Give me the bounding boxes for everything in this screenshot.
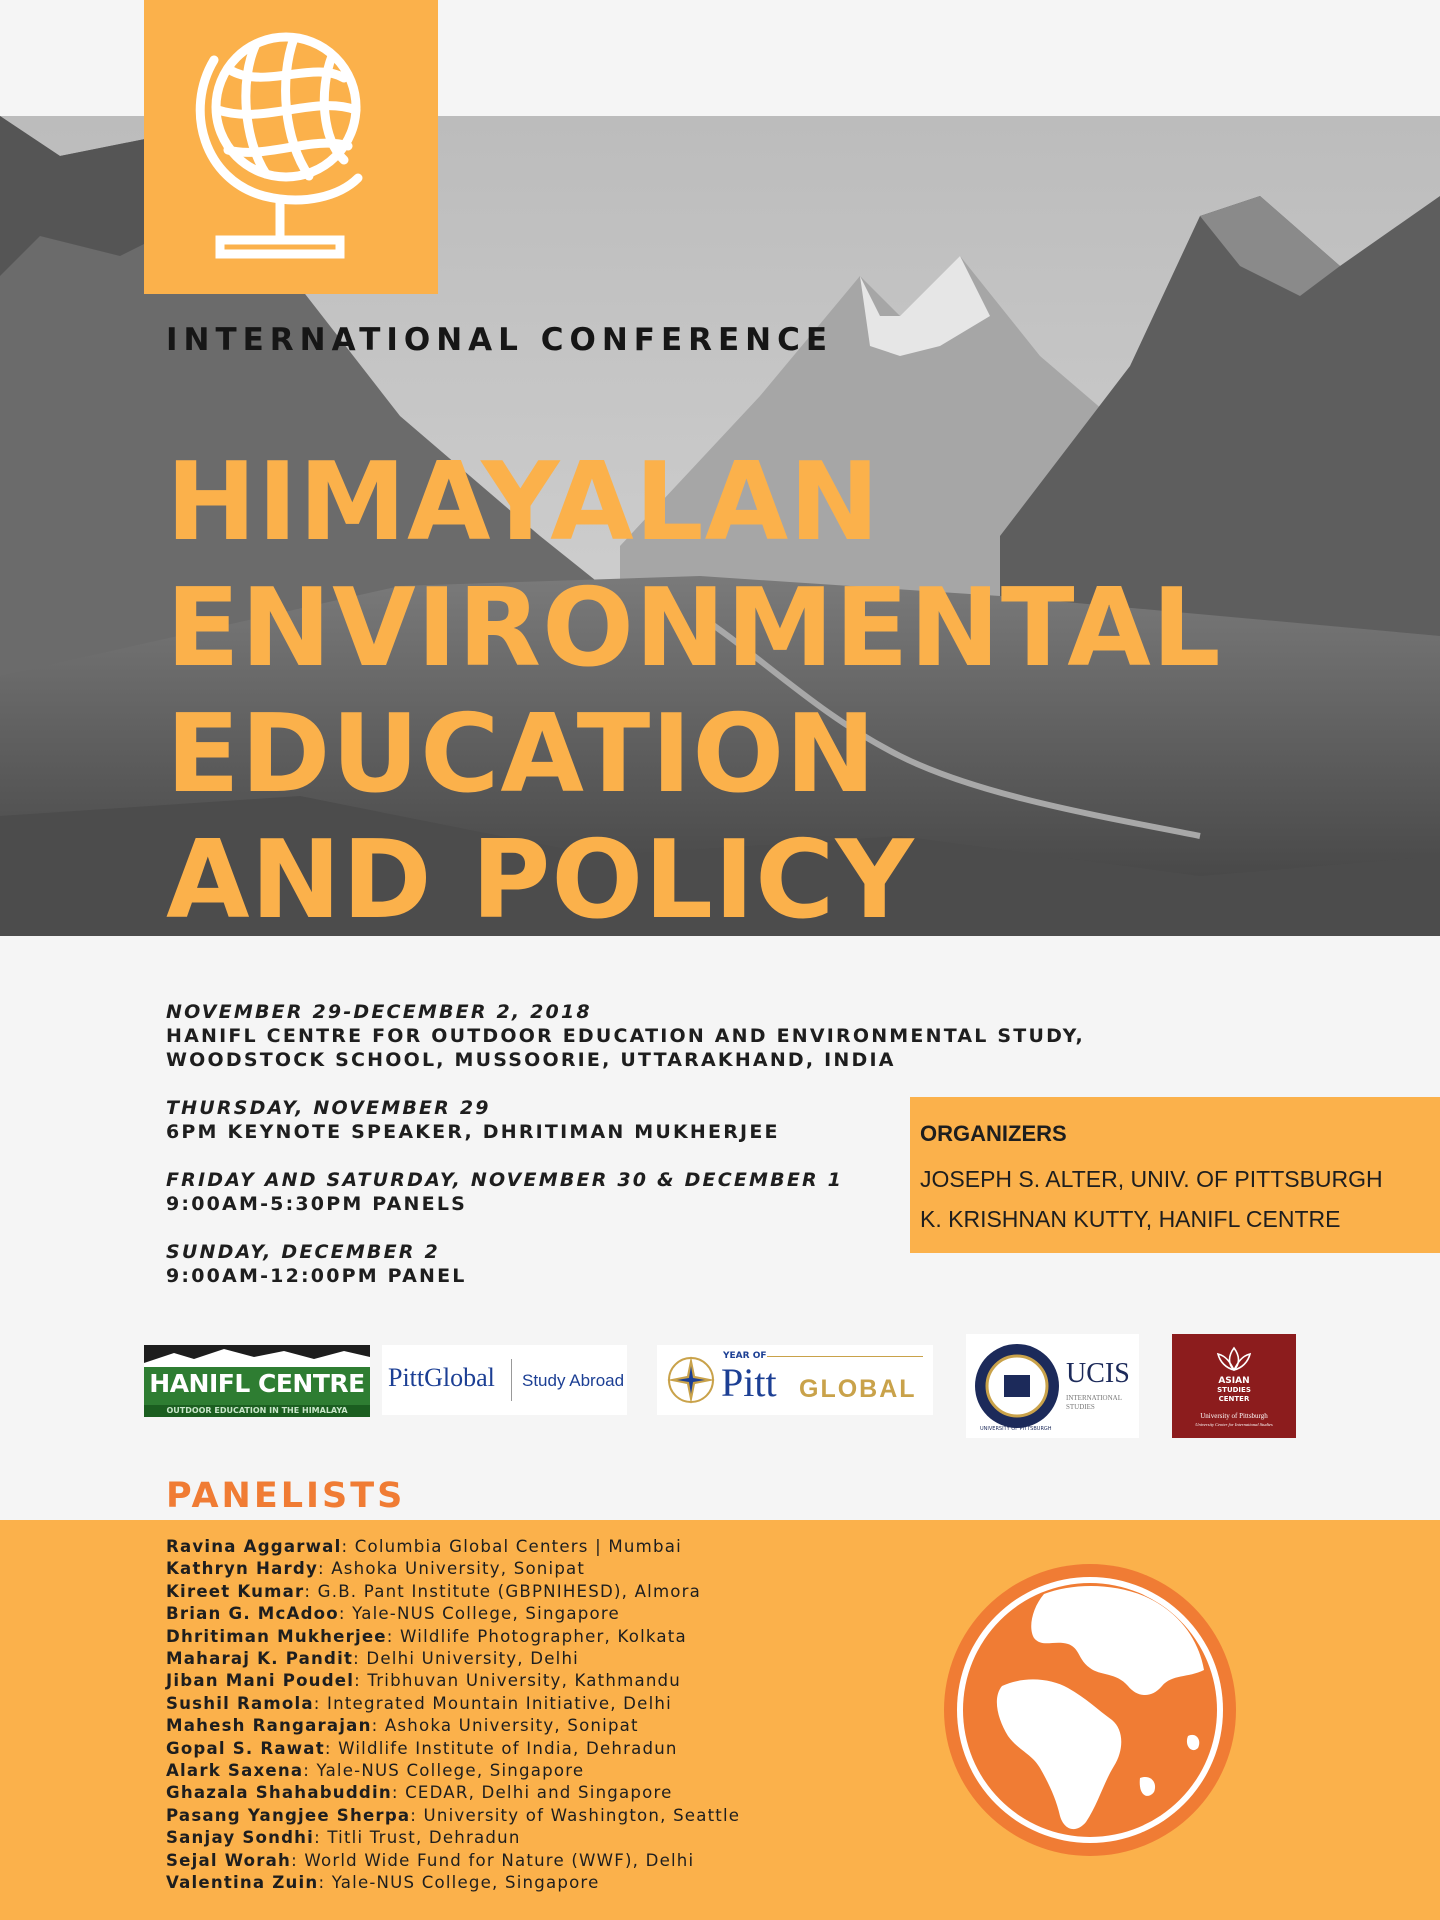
panelist-affiliation: : Tribhuvan University, Kathmandu bbox=[354, 1671, 682, 1691]
schedule-detail: 9:00AM-12:00PM PANEL bbox=[166, 1265, 467, 1287]
panelist-affiliation: : Delhi University, Delhi bbox=[353, 1649, 579, 1669]
list-item bbox=[166, 1581, 926, 1603]
year-of-global: GLOBAL bbox=[799, 1375, 917, 1403]
panelist-affiliation: : University of Washington, Seattle bbox=[410, 1805, 741, 1825]
list-item bbox=[166, 1738, 926, 1760]
panelists-heading: PANELISTS bbox=[166, 1476, 406, 1516]
study-abroad-label: Study Abroad bbox=[522, 1371, 625, 1390]
panelist-list bbox=[166, 1536, 926, 1895]
list-item bbox=[166, 1782, 926, 1804]
title-line: HIMAYALAN bbox=[166, 440, 881, 565]
schedule-detail: WOODSTOCK SCHOOL, MUSSOORIE, UTTARAKHAND, INDIA bbox=[166, 1049, 896, 1071]
panelist-affiliation: : World Wide Fund for Nature (WWF), Delhi bbox=[291, 1850, 695, 1870]
asian-org: University of Pittsburgh bbox=[1200, 1412, 1268, 1420]
panelist-name: Sejal Worah bbox=[166, 1850, 292, 1870]
panelist-affiliation: : Yale-NUS College, Singapore bbox=[303, 1761, 585, 1781]
ucis-subtitle: STUDIES bbox=[1066, 1403, 1095, 1411]
schedule-block bbox=[166, 1168, 1086, 1216]
year-of-pitt: Pitt bbox=[721, 1360, 777, 1405]
asian-line: STUDIES bbox=[1217, 1386, 1251, 1394]
ucis-seal-text: UNIVERSITY OF PITTSBURGH bbox=[980, 1426, 1052, 1432]
asian-line: CENTER bbox=[1218, 1395, 1250, 1403]
badge-square bbox=[144, 0, 438, 294]
schedule-detail: 6PM KEYNOTE SPEAKER, DHRITIMAN MUKHERJEE bbox=[166, 1121, 780, 1143]
lotus-icon bbox=[1214, 1344, 1254, 1374]
schedule-block bbox=[166, 1000, 1086, 1072]
schedule-block bbox=[166, 1096, 1086, 1144]
panelist-name: Brian G. McAdoo bbox=[166, 1604, 339, 1624]
asian-studies-center-logo bbox=[1172, 1334, 1296, 1438]
organizer-name: JOSEPH S. ALTER, UNIV. OF PITTSBURGH bbox=[920, 1166, 1383, 1192]
panelist-name: Dhritiman Mukherjee bbox=[166, 1626, 387, 1646]
schedule-date: SUNDAY, DECEMBER 2 bbox=[166, 1241, 440, 1263]
panelist-name: Sanjay Sondhi bbox=[166, 1828, 315, 1848]
hanifl-logo-name: HANIFL CENTRE bbox=[149, 1369, 365, 1398]
schedule-date: THURSDAY, NOVEMBER 29 bbox=[166, 1097, 491, 1119]
compass-rose-icon bbox=[661, 1350, 721, 1410]
title-line: AND POLICY bbox=[166, 818, 915, 943]
logo-rule bbox=[767, 1356, 923, 1357]
list-item bbox=[166, 1558, 926, 1580]
ucis-subtitle: INTERNATIONAL bbox=[1066, 1394, 1122, 1402]
panelist-name: Mahesh Rangarajan bbox=[166, 1716, 372, 1736]
ucis-logo bbox=[966, 1334, 1139, 1438]
panelist-affiliation: : Yale-NUS College, Singapore bbox=[338, 1604, 620, 1624]
logo-divider bbox=[511, 1359, 512, 1401]
panelist-affiliation: : Ashoka University, Sonipat bbox=[317, 1559, 586, 1579]
ucis-name: UCIS bbox=[1066, 1358, 1130, 1389]
panelist-name: Gopal S. Rawat bbox=[166, 1738, 325, 1758]
panelist-affiliation: : Yale-NUS College, Singapore bbox=[318, 1873, 600, 1893]
list-item bbox=[166, 1536, 926, 1558]
schedule bbox=[166, 1000, 1086, 1312]
conference-title bbox=[166, 440, 1222, 944]
panelist-affiliation: : Wildlife Institute of India, Dehradun bbox=[324, 1738, 678, 1758]
title-line: ENVIRONMENTAL bbox=[166, 566, 1222, 691]
asian-line: ASIAN bbox=[1218, 1376, 1250, 1386]
schedule-date: NOVEMBER 29-DECEMBER 2, 2018 bbox=[166, 1001, 592, 1023]
desk-globe-icon bbox=[144, 0, 438, 294]
panelist-affiliation: : Wildlife Photographer, Kolkata bbox=[386, 1626, 687, 1646]
panelist-affiliation: : G.B. Pant Institute (GBPNIHESD), Almora bbox=[304, 1581, 702, 1601]
panelist-name: Valentina Zuin bbox=[166, 1873, 319, 1893]
panelist-name: Alark Saxena bbox=[166, 1761, 304, 1781]
title-line: EDUCATION bbox=[166, 692, 877, 817]
schedule-detail: HANIFL CENTRE FOR OUTDOOR EDUCATION AND ENVIRONMENTAL STUDY, bbox=[166, 1025, 1085, 1047]
panelist-affiliation: : Integrated Mountain Initiative, Delhi bbox=[313, 1693, 672, 1713]
list-item bbox=[166, 1648, 926, 1670]
panelist-affiliation: : Ashoka University, Sonipat bbox=[371, 1716, 639, 1736]
panelist-name: Sushil Ramola bbox=[166, 1693, 314, 1713]
panelist-name: Ghazala Shahabuddin bbox=[166, 1783, 392, 1803]
list-item bbox=[166, 1827, 926, 1849]
schedule-date: FRIDAY AND SATURDAY, NOVEMBER 30 & DECEMBER 1 bbox=[166, 1169, 844, 1191]
list-item bbox=[166, 1715, 926, 1737]
pitt-global-study-abroad-logo bbox=[382, 1345, 627, 1415]
panelist-name: Pasang Yangjee Sherpa bbox=[166, 1805, 411, 1825]
university-seal-icon bbox=[972, 1341, 1062, 1431]
panelist-affiliation: : Columbia Global Centers | Mumbai bbox=[341, 1537, 682, 1556]
panelist-affiliation: : Titli Trust, Dehradun bbox=[314, 1828, 521, 1848]
list-item bbox=[166, 1805, 926, 1827]
list-item bbox=[166, 1603, 926, 1625]
hanifl-logo-tagline: OUTDOOR EDUCATION IN THE HIMALAYA bbox=[166, 1406, 348, 1415]
year-of-pitt-global-logo bbox=[657, 1345, 933, 1415]
asian-sub: University Center for International Studies bbox=[1195, 1422, 1273, 1427]
list-item bbox=[166, 1670, 926, 1692]
earth-globe-icon bbox=[940, 1560, 1240, 1860]
panelist-affiliation: : CEDAR, Delhi and Singapore bbox=[391, 1783, 673, 1803]
panelist-name: Maharaj K. Pandit bbox=[166, 1649, 354, 1669]
panelist-name: Kathryn Hardy bbox=[166, 1559, 318, 1579]
organizer-name: K. KRISHNAN KUTTY, HANIFL CENTRE bbox=[920, 1206, 1341, 1232]
list-item bbox=[166, 1872, 926, 1894]
schedule-block bbox=[166, 1240, 1086, 1288]
list-item bbox=[166, 1760, 926, 1782]
list-item bbox=[166, 1850, 926, 1872]
hanifl-centre-logo bbox=[144, 1345, 370, 1417]
list-item bbox=[166, 1626, 926, 1648]
list-item bbox=[166, 1693, 926, 1715]
panelist-name: Ravina Aggarwal bbox=[166, 1537, 342, 1556]
panelist-name: Kireet Kumar bbox=[166, 1581, 305, 1601]
panelist-name: Jiban Mani Poudel bbox=[166, 1671, 355, 1691]
organizers-heading: ORGANIZERS bbox=[920, 1121, 1067, 1146]
conference-kicker: INTERNATIONAL CONFERENCE bbox=[166, 322, 834, 358]
year-of-prefix: YEAR OF bbox=[723, 1351, 767, 1361]
pitt-global-brand: PittGlobal bbox=[388, 1363, 495, 1392]
schedule-detail: 9:00AM-5:30PM PANELS bbox=[166, 1193, 468, 1215]
